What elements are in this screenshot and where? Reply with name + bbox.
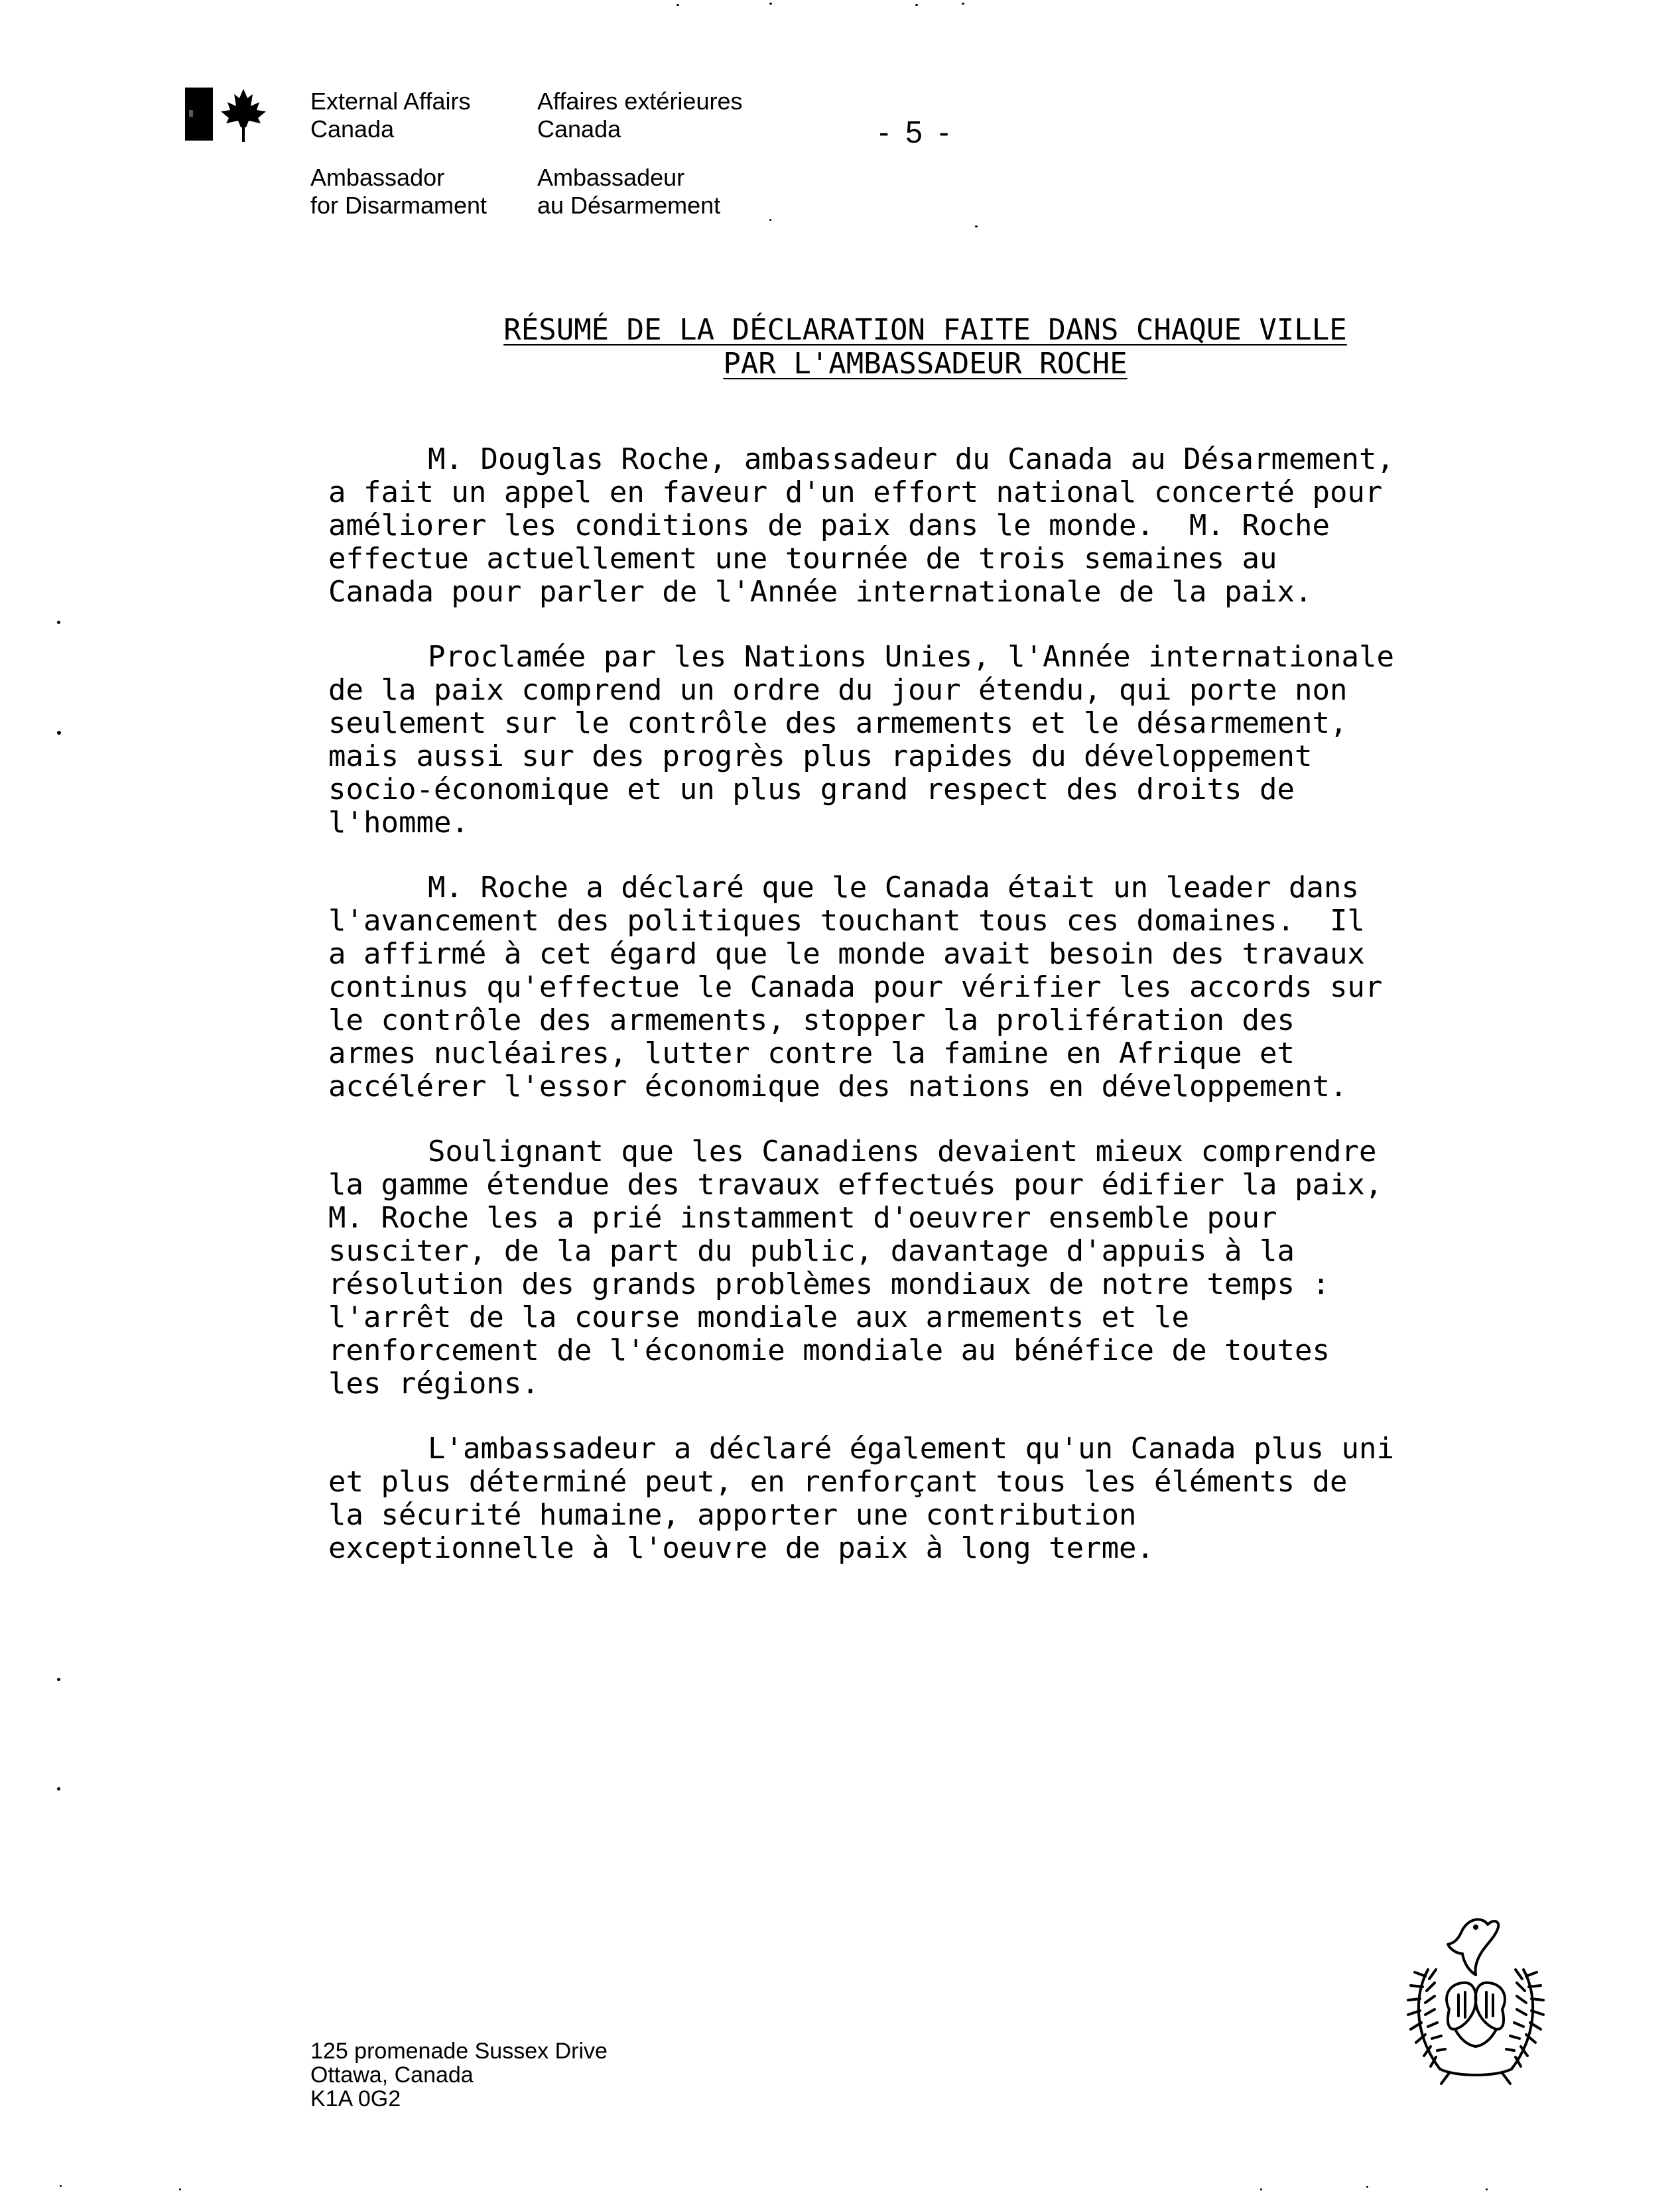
text-line: seulement sur le contrôle des armements et le désarmement, [328, 706, 1348, 740]
text-line: la gamme étendue des travaux effectués pour édifier la paix, [328, 1168, 1383, 1202]
letterhead-line: Affaires extérieures [537, 88, 743, 115]
text-line: l'avancement des politiques touchant tous ces domaines. Il [328, 904, 1365, 938]
letterhead-line: Canada [537, 115, 621, 143]
letterhead-line: au Désarmement [537, 192, 721, 219]
letterhead-title-en [310, 164, 487, 220]
text-line: Proclamée par les Nations Unies, l'Année internationale [428, 640, 1394, 674]
text-line: de la paix comprend un ordre du jour étendu, qui porte non [328, 673, 1348, 707]
text-line: les régions. [328, 1367, 539, 1401]
scan-speck [57, 621, 60, 624]
text-line: l'homme. [328, 806, 469, 840]
text-line: M. Roche les a prié instamment d'oeuvrer ensemble pour [328, 1201, 1277, 1235]
letterhead-line: Ambassador [310, 164, 445, 191]
peace-dove-laurel-emblem-icon [1376, 1910, 1575, 2096]
document-body [328, 443, 1522, 1597]
scan-speck [179, 2188, 181, 2190]
text-line: effectue actuellement une tournée de trois semaines au [328, 542, 1277, 576]
paragraph [328, 1135, 1522, 1401]
scan-speck [915, 4, 918, 6]
letterhead-title-fr [537, 164, 720, 220]
text-line: susciter, de la part du public, davantage d'appuis à la [328, 1234, 1295, 1268]
letterhead-line: Ambassadeur [537, 164, 685, 191]
page-number: - 5 - [879, 115, 953, 149]
text-line: Canada pour parler de l'Année internationale de la paix. [328, 575, 1313, 609]
canada-flag-maple-leaf-icon [185, 86, 268, 145]
address-line: Ottawa, Canada [310, 2062, 474, 2088]
scan-speck [962, 3, 964, 5]
document-title [438, 313, 1413, 381]
text-line: M. Roche a déclaré que le Canada était un leader dans [428, 871, 1359, 905]
text-line: L'ambassadeur a déclaré également qu'un Canada plus uni [428, 1432, 1394, 1466]
text-line: résolution des grands problèmes mondiaux de notre temps : [328, 1267, 1330, 1301]
text-line: armes nucléaires, lutter contre la famine en Afrique et [328, 1037, 1295, 1070]
scan-speck [57, 1787, 60, 1791]
title-line: PAR L'AMBASSADEUR ROCHE [723, 347, 1128, 381]
letterhead-line: for Disarmament [310, 192, 487, 219]
text-line: et plus déterminé peut, en renforçant tous les éléments de [328, 1465, 1348, 1499]
paragraph [328, 871, 1522, 1103]
text-line: mais aussi sur des progrès plus rapides du développement [328, 739, 1313, 773]
title-line: RÉSUMÉ DE LA DÉCLARATION FAITE DANS CHAQUE VILLE [503, 313, 1347, 347]
text-line: M. Douglas Roche, ambassadeur du Canada au Désarmement, [428, 442, 1394, 476]
scan-speck [769, 3, 772, 5]
scan-speck [57, 1678, 60, 1681]
scan-speck [1366, 2186, 1368, 2188]
scan-speck [1260, 2188, 1262, 2190]
text-line: Soulignant que les Canadiens devaient mieux comprendre [428, 1135, 1377, 1168]
text-line: renforcement de l'économie mondiale au bénéfice de toutes [328, 1334, 1330, 1367]
paragraph [328, 1432, 1522, 1565]
text-line: la sécurité humaine, apporter une contribution [328, 1498, 1137, 1532]
paragraph [328, 443, 1522, 609]
scan-speck [1486, 2188, 1488, 2190]
scan-speck [677, 4, 679, 6]
text-line: l'arrêt de la course mondiale aux armements et le [328, 1300, 1190, 1334]
footer-address [310, 2039, 608, 2111]
letterhead-line: External Affairs [310, 88, 471, 115]
text-line: a affirmé à cet égard que le monde avait besoin des travaux [328, 937, 1365, 971]
scan-speck [60, 2185, 62, 2187]
text-line: accélérer l'essor économique des nations en développement. [328, 1070, 1348, 1103]
scan-speck [57, 731, 61, 735]
text-line: a fait un appel en faveur d'un effort national concerté pour [328, 475, 1383, 509]
address-line: K1A 0G2 [310, 2086, 401, 2111]
letterhead-department-en [310, 88, 470, 143]
letterhead-line: Canada [310, 115, 395, 143]
letterhead-department-fr [537, 88, 742, 143]
address-line: 125 promenade Sussex Drive [310, 2039, 608, 2064]
scan-speck [975, 225, 978, 227]
text-line: améliorer les conditions de paix dans le monde. M. Roche [328, 509, 1330, 542]
text-line: socio-économique et un plus grand respect des droits de [328, 773, 1295, 806]
scan-speck [769, 219, 771, 221]
text-line: exceptionnelle à l'oeuvre de paix à long terme. [328, 1531, 1155, 1565]
text-line: le contrôle des armements, stopper la prolifération des [328, 1003, 1295, 1037]
text-line: continus qu'effectue le Canada pour vérifier les accords sur [328, 970, 1383, 1004]
paragraph [328, 641, 1522, 840]
